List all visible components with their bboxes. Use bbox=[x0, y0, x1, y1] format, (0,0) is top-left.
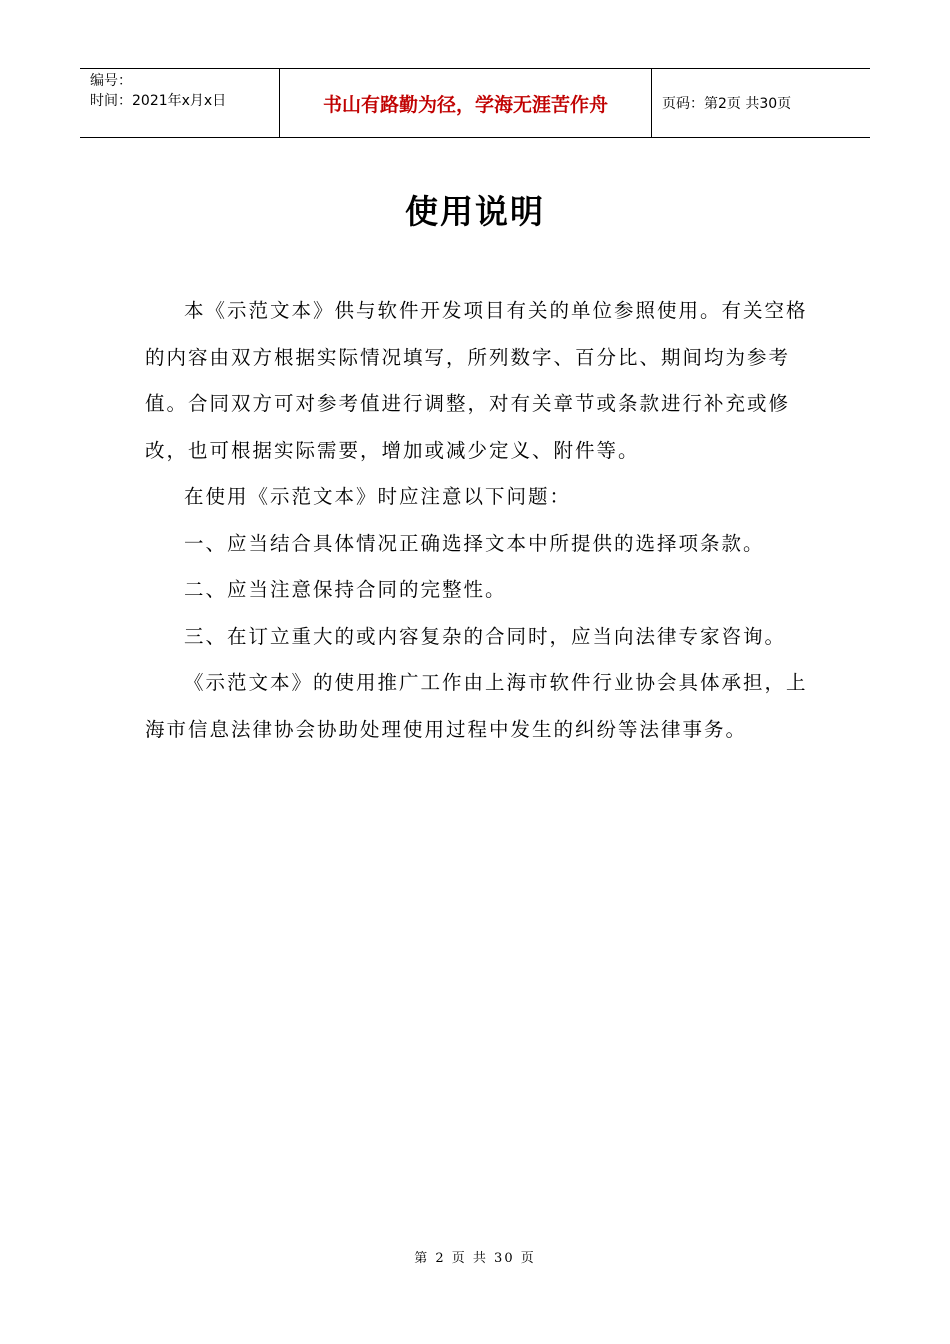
document-body bbox=[145, 288, 810, 753]
paragraph-notice: 在使用《示范文本》时应注意以下问题： bbox=[184, 485, 572, 508]
paragraph-item-2: 二、应当注意保持合同的完整性。 bbox=[184, 578, 507, 601]
paragraph-item-3: 三、在订立重大的或内容复杂的合同时，应当向法律专家咨询。 bbox=[184, 624, 787, 648]
number-label: 编号： bbox=[90, 73, 132, 89]
paragraph-item-1: 一、应当结合具体情况正确选择文本中所提供的选择项条款。 bbox=[184, 531, 765, 555]
page-header bbox=[80, 68, 870, 138]
date-label: 时间：2021年x月x日 bbox=[90, 93, 227, 109]
header-page-info: 页码：第2页 共30页 bbox=[662, 96, 792, 112]
page-footer: 第 2 页 共 30 页 bbox=[414, 1251, 536, 1266]
header-meta bbox=[80, 69, 280, 137]
paragraph-closing: 《示范文本》的使用推广工作由上海市软件行业协会具体承担，上海市信息法律协会协助处理使用过程中发生的纠纷等法律事务。 bbox=[145, 671, 808, 741]
paragraph-intro: 本《示范文本》供与软件开发项目有关的单位参照使用。有关空格的内容由双方根据实际情况填写，所列数字、百分比、期间均为参考值。合同双方可对参考值进行调整，对有关章节或条款进行补充或修改，也可根据实际需要，增加或减少定义、附件等。 bbox=[145, 299, 808, 462]
header-motto: 书山有路勤为径，学海无涯苦作舟 bbox=[280, 69, 652, 137]
page-title: 使用说明 bbox=[405, 192, 545, 231]
